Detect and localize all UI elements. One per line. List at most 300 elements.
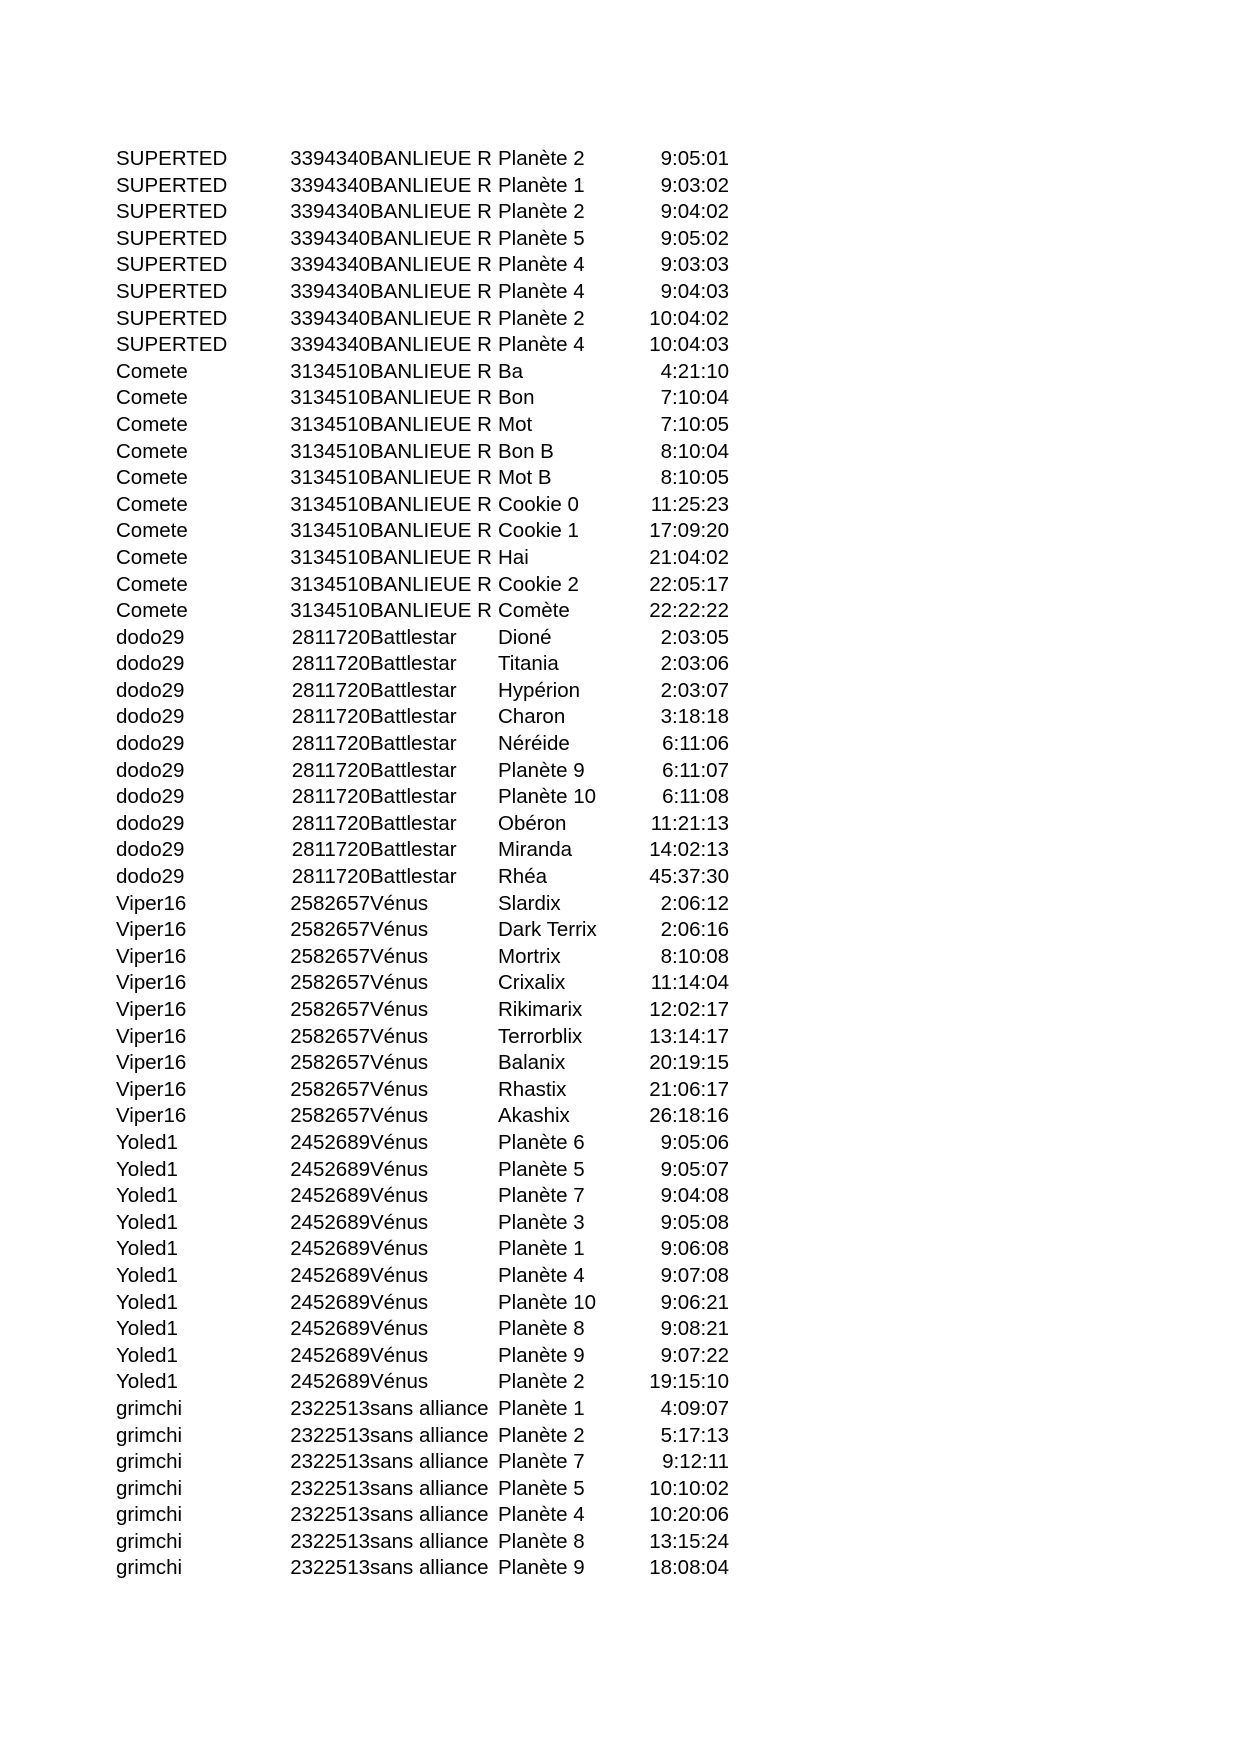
player-cell: Comete [116, 439, 188, 463]
planet-cell: Planète 8 [498, 1529, 585, 1553]
player-id-cell: 3134510 [290, 359, 370, 383]
player-cell: Comete [116, 359, 188, 383]
player-cell: Viper16 [116, 918, 187, 942]
player-id-cell: 2811720 [291, 732, 370, 756]
alliance-cell: BANLIEUE R [370, 572, 492, 596]
planet-cell: Dark Terrix [498, 918, 597, 942]
player-id-cell: 3394340 [290, 333, 370, 357]
table-row [116, 385, 729, 412]
planet-cell: Planète 2 [498, 200, 585, 224]
player-id-cell: 2811720 [291, 758, 370, 782]
time-cell: 6:11:06 [662, 732, 729, 756]
spreadsheet-print-area [116, 146, 729, 1582]
table-row [116, 306, 729, 333]
player-cell: Viper16 [116, 971, 187, 995]
planet-cell: Planète 9 [498, 758, 585, 782]
planet-cell: Cookie 0 [498, 492, 579, 516]
alliance-cell: BANLIEUE R [370, 333, 492, 357]
time-cell: 2:03:07 [660, 678, 729, 702]
table-row [116, 704, 729, 731]
player-id-cell: 2582657 [290, 971, 370, 995]
player-cell: Viper16 [116, 1051, 187, 1075]
alliance-cell: BANLIEUE R [370, 492, 492, 516]
planet-cell: Planète 5 [498, 1476, 585, 1500]
planet-cell: Slardix [498, 891, 561, 915]
table-row [116, 359, 729, 386]
time-cell: 9:05:01 [660, 147, 729, 170]
player-cell: dodo29 [116, 732, 185, 756]
planet-cell: Rhastix [498, 1077, 567, 1101]
player-cell: dodo29 [116, 625, 185, 649]
planet-cell: Balanix [498, 1051, 566, 1075]
alliance-cell: Vénus [370, 1104, 429, 1128]
player-id-cell: 2452689 [290, 1184, 370, 1208]
player-cell: Yoled1 [116, 1290, 178, 1314]
planet-cell: Planète 1 [498, 1237, 585, 1261]
planet-cell: Dioné [498, 625, 552, 649]
table-row [116, 1263, 729, 1290]
player-cell: grimchi [116, 1503, 183, 1527]
player-cell: Comete [116, 412, 188, 436]
planet-cell: Planète 7 [498, 1184, 585, 1208]
planet-cell: Planète 5 [498, 226, 585, 250]
time-cell: 9:06:21 [660, 1290, 729, 1314]
time-cell: 45:37:30 [649, 865, 729, 889]
player-id-cell: 2452689 [290, 1343, 370, 1367]
player-id-cell: 2452689 [290, 1317, 370, 1341]
player-id-cell: 2452689 [290, 1290, 370, 1314]
planet-cell: Planète 4 [498, 279, 585, 303]
player-id-cell: 3394340 [290, 306, 370, 330]
player-cell: dodo29 [116, 865, 185, 889]
time-cell: 9:04:08 [660, 1184, 729, 1208]
alliance-cell: BANLIEUE R [370, 147, 492, 170]
time-cell: 2:06:16 [660, 918, 729, 942]
time-cell: 9:06:08 [660, 1237, 729, 1261]
player-id-cell: 2322513 [290, 1423, 370, 1447]
alliance-cell: BANLIEUE R [370, 519, 492, 543]
player-id-cell: 2811720 [291, 678, 370, 702]
player-cell: SUPERTED [116, 147, 228, 170]
time-cell: 11:14:04 [650, 971, 729, 995]
alliance-cell: Vénus [370, 1051, 429, 1075]
alliance-cell: sans alliance [370, 1450, 489, 1474]
alliance-cell: sans alliance [370, 1503, 489, 1527]
time-cell: 4:09:07 [660, 1396, 729, 1420]
alliance-cell: Vénus [370, 1317, 429, 1341]
table-row [116, 1502, 729, 1529]
player-id-cell: 2582657 [290, 918, 370, 942]
alliance-cell: sans alliance [370, 1396, 489, 1420]
table-row [116, 1157, 729, 1184]
player-id-cell: 2322513 [290, 1396, 370, 1420]
alliance-cell: Vénus [370, 1077, 429, 1101]
player-id-cell: 3394340 [290, 253, 370, 277]
table-row [116, 891, 729, 918]
table-row [116, 1103, 729, 1130]
time-cell: 8:10:08 [660, 944, 729, 968]
table-row [116, 1130, 729, 1157]
planet-cell: Hai [498, 545, 529, 569]
alliance-cell: BANLIEUE R [370, 412, 492, 436]
player-cell: Yoled1 [116, 1157, 178, 1181]
player-id-cell: 2322513 [290, 1450, 370, 1474]
player-cell: Yoled1 [116, 1130, 178, 1154]
table-row [116, 678, 729, 705]
player-cell: dodo29 [116, 758, 185, 782]
player-id-cell: 2452689 [290, 1263, 370, 1287]
player-id-cell: 2582657 [290, 1077, 370, 1101]
player-cell: SUPERTED [116, 200, 228, 224]
alliance-cell: Vénus [370, 918, 429, 942]
player-id-cell: 3134510 [290, 412, 370, 436]
player-id-cell: 2582657 [290, 1051, 370, 1075]
planet-cell: Ba [498, 359, 524, 383]
planet-cell: Planète 4 [498, 253, 585, 277]
player-id-cell: 2811720 [291, 705, 370, 729]
alliance-cell: sans alliance [370, 1556, 489, 1580]
planet-cell: Planète 6 [498, 1130, 585, 1154]
time-cell: 2:03:06 [660, 652, 729, 676]
alliance-cell: BANLIEUE R [370, 226, 492, 250]
table-row [116, 518, 729, 545]
table-row [116, 1396, 729, 1423]
planet-cell: Planète 7 [498, 1450, 585, 1474]
time-cell: 26:18:16 [649, 1104, 729, 1128]
time-cell: 22:22:22 [649, 599, 729, 623]
time-cell: 6:11:08 [662, 785, 729, 809]
planet-cell: Cookie 2 [498, 572, 579, 596]
planet-cell: Planète 1 [498, 173, 585, 197]
player-cell: SUPERTED [116, 333, 228, 357]
player-id-cell: 2452689 [290, 1210, 370, 1234]
table-row [116, 731, 729, 758]
table-row [116, 173, 729, 200]
time-cell: 19:15:10 [649, 1370, 729, 1394]
alliance-cell: Battlestar [370, 811, 457, 835]
player-id-cell: 2811720 [291, 625, 370, 649]
player-id-cell: 3134510 [290, 466, 370, 490]
table-row [116, 226, 729, 253]
player-id-cell: 2811720 [291, 652, 370, 676]
table-row [116, 784, 729, 811]
player-cell: Viper16 [116, 1024, 187, 1048]
data-table [116, 146, 729, 1582]
table-row [116, 1050, 729, 1077]
planet-cell: Titania [498, 652, 559, 676]
player-id-cell: 2811720 [291, 785, 370, 809]
alliance-cell: BANLIEUE R [370, 545, 492, 569]
alliance-cell: Vénus [370, 1263, 429, 1287]
player-id-cell: 3134510 [290, 599, 370, 623]
time-cell: 9:05:07 [660, 1157, 729, 1181]
time-cell: 6:11:07 [662, 758, 729, 782]
alliance-cell: Vénus [370, 1184, 429, 1208]
table-row [116, 545, 729, 572]
alliance-cell: Vénus [370, 1024, 429, 1048]
time-cell: 7:10:04 [660, 386, 729, 410]
time-cell: 10:04:02 [649, 306, 729, 330]
time-cell: 11:25:23 [650, 492, 729, 516]
table-row [116, 1529, 729, 1556]
alliance-cell: Vénus [370, 1370, 429, 1394]
time-cell: 4:21:10 [660, 359, 729, 383]
time-cell: 21:04:02 [649, 545, 729, 569]
table-row [116, 864, 729, 891]
planet-cell: Hypérion [498, 678, 581, 702]
planet-cell: Miranda [498, 838, 573, 862]
player-cell: dodo29 [116, 785, 185, 809]
time-cell: 8:10:04 [660, 439, 729, 463]
player-cell: SUPERTED [116, 173, 228, 197]
planet-cell: Planète 4 [498, 333, 585, 357]
player-cell: SUPERTED [116, 253, 228, 277]
player-id-cell: 3134510 [290, 572, 370, 596]
alliance-cell: BANLIEUE R [370, 599, 492, 623]
player-cell: Yoled1 [116, 1184, 178, 1208]
player-id-cell: 2811720 [291, 865, 370, 889]
table-row [116, 625, 729, 652]
alliance-cell: sans alliance [370, 1476, 489, 1500]
planet-cell: Planète 9 [498, 1556, 585, 1580]
player-cell: Viper16 [116, 944, 187, 968]
planet-cell: Planète 9 [498, 1343, 585, 1367]
planet-cell: Planète 2 [498, 306, 585, 330]
time-cell: 9:12:11 [662, 1450, 729, 1474]
table-row [116, 439, 729, 466]
alliance-cell: Vénus [370, 944, 429, 968]
alliance-cell: Battlestar [370, 785, 457, 809]
time-cell: 9:07:08 [660, 1263, 729, 1287]
player-cell: Viper16 [116, 891, 187, 915]
time-cell: 17:09:20 [649, 519, 729, 543]
player-cell: Comete [116, 545, 188, 569]
time-cell: 11:21:13 [650, 811, 729, 835]
player-cell: Viper16 [116, 1077, 187, 1101]
player-cell: dodo29 [116, 652, 185, 676]
player-cell: Comete [116, 386, 188, 410]
alliance-cell: BANLIEUE R [370, 386, 492, 410]
alliance-cell: Vénus [370, 1290, 429, 1314]
player-cell: Yoled1 [116, 1370, 178, 1394]
planet-cell: Akashix [498, 1104, 570, 1128]
alliance-cell: Battlestar [370, 838, 457, 862]
table-row [116, 837, 729, 864]
player-cell: Yoled1 [116, 1263, 178, 1287]
alliance-cell: Battlestar [370, 758, 457, 782]
player-cell: grimchi [116, 1450, 183, 1474]
alliance-cell: BANLIEUE R [370, 253, 492, 277]
alliance-cell: Battlestar [370, 705, 457, 729]
time-cell: 9:07:22 [660, 1343, 729, 1367]
planet-cell: Comète [498, 599, 570, 623]
time-cell: 21:06:17 [649, 1077, 729, 1101]
player-cell: Viper16 [116, 1104, 187, 1128]
table-row [116, 1476, 729, 1503]
player-cell: grimchi [116, 1423, 183, 1447]
player-cell: dodo29 [116, 838, 185, 862]
planet-cell: Charon [498, 705, 566, 729]
alliance-cell: Vénus [370, 1130, 429, 1154]
table-row [116, 944, 729, 971]
player-id-cell: 3134510 [290, 492, 370, 516]
planet-cell: Planète 1 [498, 1396, 585, 1420]
alliance-cell: BANLIEUE R [370, 466, 492, 490]
time-cell: 10:04:03 [649, 333, 729, 357]
player-id-cell: 2811720 [291, 811, 370, 835]
table-row [116, 279, 729, 306]
player-id-cell: 3134510 [290, 439, 370, 463]
planet-cell: Néréide [498, 732, 570, 756]
time-cell: 9:05:02 [660, 226, 729, 250]
table-row [116, 758, 729, 785]
planet-cell: Planète 8 [498, 1317, 585, 1341]
alliance-cell: Vénus [370, 998, 429, 1021]
alliance-cell: Vénus [370, 891, 429, 915]
table-row [116, 598, 729, 625]
player-cell: Yoled1 [116, 1237, 178, 1261]
time-cell: 18:08:04 [649, 1556, 729, 1580]
time-cell: 10:20:06 [649, 1503, 729, 1527]
player-id-cell: 3394340 [290, 173, 370, 197]
player-cell: Comete [116, 492, 188, 516]
time-cell: 9:05:06 [660, 1130, 729, 1154]
time-cell: 9:08:21 [660, 1317, 729, 1341]
player-id-cell: 3394340 [290, 200, 370, 224]
time-cell: 20:19:15 [649, 1051, 729, 1075]
player-cell: Comete [116, 519, 188, 543]
player-id-cell: 2322513 [290, 1503, 370, 1527]
time-cell: 10:10:02 [649, 1476, 729, 1500]
planet-cell: Planète 2 [498, 1423, 585, 1447]
player-cell: Comete [116, 572, 188, 596]
time-cell: 5:17:13 [660, 1423, 729, 1447]
player-id-cell: 2452689 [290, 1237, 370, 1261]
alliance-cell: Vénus [370, 1237, 429, 1261]
planet-cell: Planète 5 [498, 1157, 585, 1181]
table-row [116, 1449, 729, 1476]
player-cell: dodo29 [116, 705, 185, 729]
player-cell: grimchi [116, 1556, 183, 1580]
alliance-cell: sans alliance [370, 1423, 489, 1447]
table-row [116, 1423, 729, 1450]
time-cell: 2:03:05 [660, 625, 729, 649]
table-row [116, 1369, 729, 1396]
time-cell: 9:05:08 [660, 1210, 729, 1234]
table-row [116, 1024, 729, 1051]
table-row [116, 1290, 729, 1317]
table-row [116, 199, 729, 226]
player-id-cell: 2322513 [290, 1529, 370, 1553]
table-row [116, 412, 729, 439]
player-id-cell: 2452689 [290, 1370, 370, 1394]
player-id-cell: 2322513 [290, 1476, 370, 1500]
table-row [116, 572, 729, 599]
planet-cell: Obéron [498, 811, 567, 835]
player-id-cell: 3134510 [290, 519, 370, 543]
player-cell: dodo29 [116, 678, 185, 702]
planet-cell: Bon [498, 386, 535, 410]
time-cell: 9:03:02 [660, 173, 729, 197]
player-id-cell: 2582657 [290, 998, 370, 1021]
player-cell: Yoled1 [116, 1317, 178, 1341]
player-id-cell: 2582657 [290, 1104, 370, 1128]
planet-cell: Planète 10 [498, 785, 597, 809]
alliance-cell: Battlestar [370, 652, 457, 676]
alliance-cell: Vénus [370, 1343, 429, 1367]
planet-cell: Planète 4 [498, 1503, 585, 1527]
player-id-cell: 3394340 [290, 279, 370, 303]
planet-cell: Mortrix [498, 944, 561, 968]
alliance-cell: BANLIEUE R [370, 306, 492, 330]
planet-cell: Planète 2 [498, 147, 585, 170]
player-cell: Yoled1 [116, 1343, 178, 1367]
planet-cell: Terrorblix [498, 1024, 583, 1048]
planet-cell: Planète 3 [498, 1210, 585, 1234]
planet-cell: Cookie 1 [498, 519, 579, 543]
alliance-cell: BANLIEUE R [370, 439, 492, 463]
planet-cell: Rikimarix [498, 998, 583, 1021]
planet-cell: Bon B [498, 439, 554, 463]
player-id-cell: 2582657 [290, 1024, 370, 1048]
time-cell: 2:06:12 [660, 891, 729, 915]
table-row [116, 1210, 729, 1237]
player-id-cell: 3134510 [290, 545, 370, 569]
alliance-cell: Vénus [370, 971, 429, 995]
time-cell: 22:05:17 [649, 572, 729, 596]
player-cell: Yoled1 [116, 1210, 178, 1234]
table-body [116, 146, 729, 1582]
planet-cell: Rhéa [498, 865, 548, 889]
player-cell: Viper16 [116, 998, 187, 1021]
player-cell: Comete [116, 466, 188, 490]
table-row [116, 1236, 729, 1263]
player-id-cell: 3134510 [290, 386, 370, 410]
table-row [116, 1555, 729, 1582]
table-row [116, 332, 729, 359]
table-row [116, 970, 729, 997]
time-cell: 13:15:24 [649, 1529, 729, 1553]
alliance-cell: Vénus [370, 1157, 429, 1181]
table-row [116, 1343, 729, 1370]
time-cell: 14:02:13 [649, 838, 729, 862]
planet-cell: Planète 10 [498, 1290, 597, 1314]
planet-cell: Mot [498, 412, 533, 436]
alliance-cell: BANLIEUE R [370, 359, 492, 383]
alliance-cell: Battlestar [370, 678, 457, 702]
alliance-cell: BANLIEUE R [370, 279, 492, 303]
player-cell: grimchi [116, 1396, 183, 1420]
player-id-cell: 2322513 [290, 1556, 370, 1580]
player-id-cell: 2582657 [290, 944, 370, 968]
table-row [116, 146, 729, 173]
planet-cell: Crixalix [498, 971, 566, 995]
alliance-cell: Vénus [370, 1210, 429, 1234]
table-row [116, 917, 729, 944]
time-cell: 7:10:05 [660, 412, 729, 436]
table-row [116, 492, 729, 519]
alliance-cell: Battlestar [370, 865, 457, 889]
player-cell: grimchi [116, 1529, 183, 1553]
alliance-cell: Battlestar [370, 732, 457, 756]
alliance-cell: BANLIEUE R [370, 200, 492, 224]
table-row [116, 1077, 729, 1104]
player-id-cell: 2582657 [290, 891, 370, 915]
player-id-cell: 3394340 [290, 226, 370, 250]
player-cell: grimchi [116, 1476, 183, 1500]
player-cell: dodo29 [116, 811, 185, 835]
table-row [116, 651, 729, 678]
